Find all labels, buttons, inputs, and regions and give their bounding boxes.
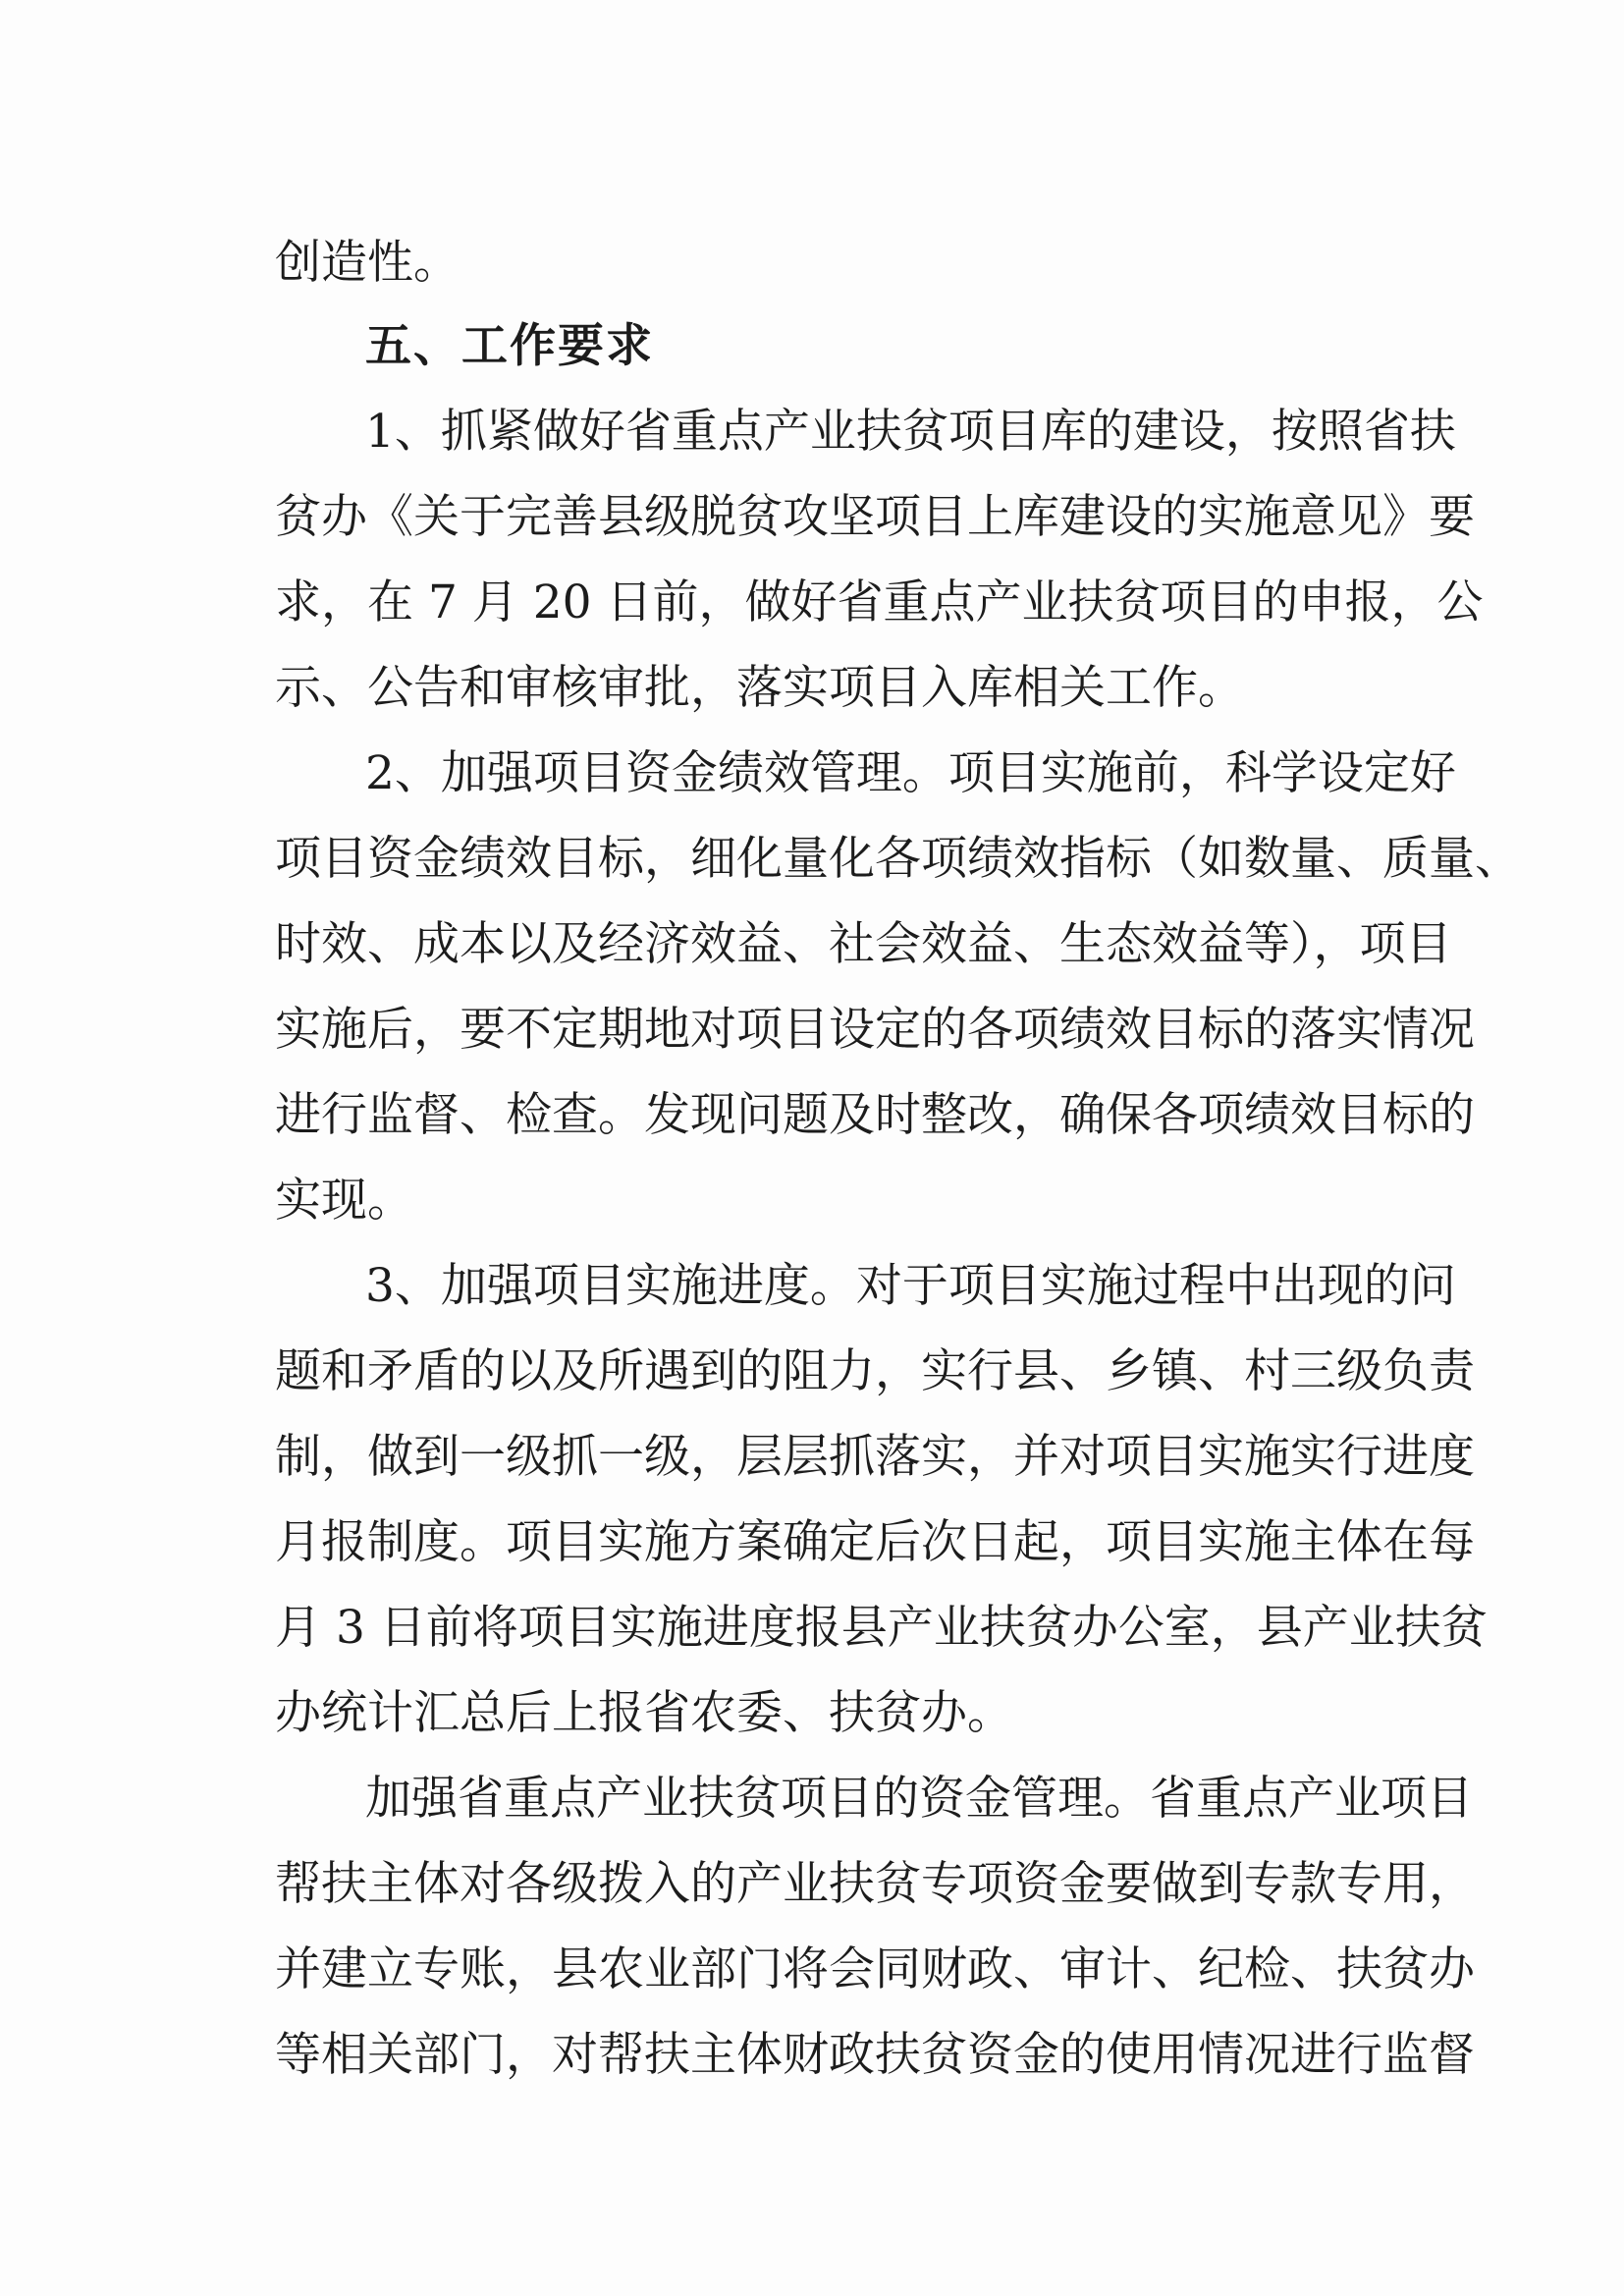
para2-line-1: 2、加强项目资金绩效管理。项目实施前，科学设定好 — [365, 746, 1456, 800]
para4-line-4: 等相关部门，对帮扶主体财政扶贫资金的使用情况进行监督 — [275, 2028, 1475, 2082]
paragraph-tail-line: 创造性。 — [275, 236, 460, 290]
para2-line-2: 项目资金绩效目标，细化量化各项绩效指标（如数量、质量、 — [275, 832, 1521, 886]
para3-line-3: 制，做到一级抓一级，层层抓落实，并对项目实施实行进度 — [275, 1430, 1475, 1484]
para2-line-4: 实施后，要不定期地对项目设定的各项绩效目标的落实情况 — [275, 1003, 1475, 1057]
para1-line-3: 求，在 7 月 20 日前，做好省重点产业扶贫项目的申报，公 — [275, 575, 1484, 629]
para1-line-1: 1、抓紧做好省重点产业扶贫项目库的建设，按照省扶 — [365, 405, 1456, 459]
para1-line-4: 示、公告和审核审批，落实项目入库相关工作。 — [275, 661, 1244, 715]
para3-line-4: 月报制度。项目实施方案确定后次日起，项目实施主体在每 — [275, 1515, 1475, 1569]
para3-line-5: 月 3 日前将项目实施进度报县产业扶贫办公室，县产业扶贫 — [275, 1601, 1488, 1655]
para3-line-6: 办统计汇总后上报省农委、扶贫办。 — [275, 1686, 1013, 1740]
para3-line-1: 3、加强项目实施进度。对于项目实施过程中出现的问 — [365, 1259, 1456, 1313]
para2-line-3: 时效、成本以及经济效益、社会效益、生态效益等），项目 — [275, 917, 1452, 971]
para4-line-3: 并建立专账，县农业部门将会同财政、审计、纪检、扶贫办 — [275, 1942, 1475, 1996]
para1-line-2: 贫办《关于完善县级脱贫攻坚项目上库建设的实施意见》要 — [275, 490, 1475, 544]
section-heading: 五、工作要求 — [365, 319, 654, 373]
para4-line-1: 加强省重点产业扶贫项目的资金管理。省重点产业项目 — [365, 1772, 1473, 1826]
para4-line-2: 帮扶主体对各级拨入的产业扶贫专项资金要做到专款专用， — [275, 1857, 1475, 1911]
para2-line-6: 实现。 — [275, 1174, 413, 1228]
para3-line-2: 题和矛盾的以及所遇到的阻力，实行县、乡镇、村三级负责 — [275, 1344, 1475, 1398]
para2-line-5: 进行监督、检查。发现问题及时整改，确保各项绩效目标的 — [275, 1088, 1475, 1142]
